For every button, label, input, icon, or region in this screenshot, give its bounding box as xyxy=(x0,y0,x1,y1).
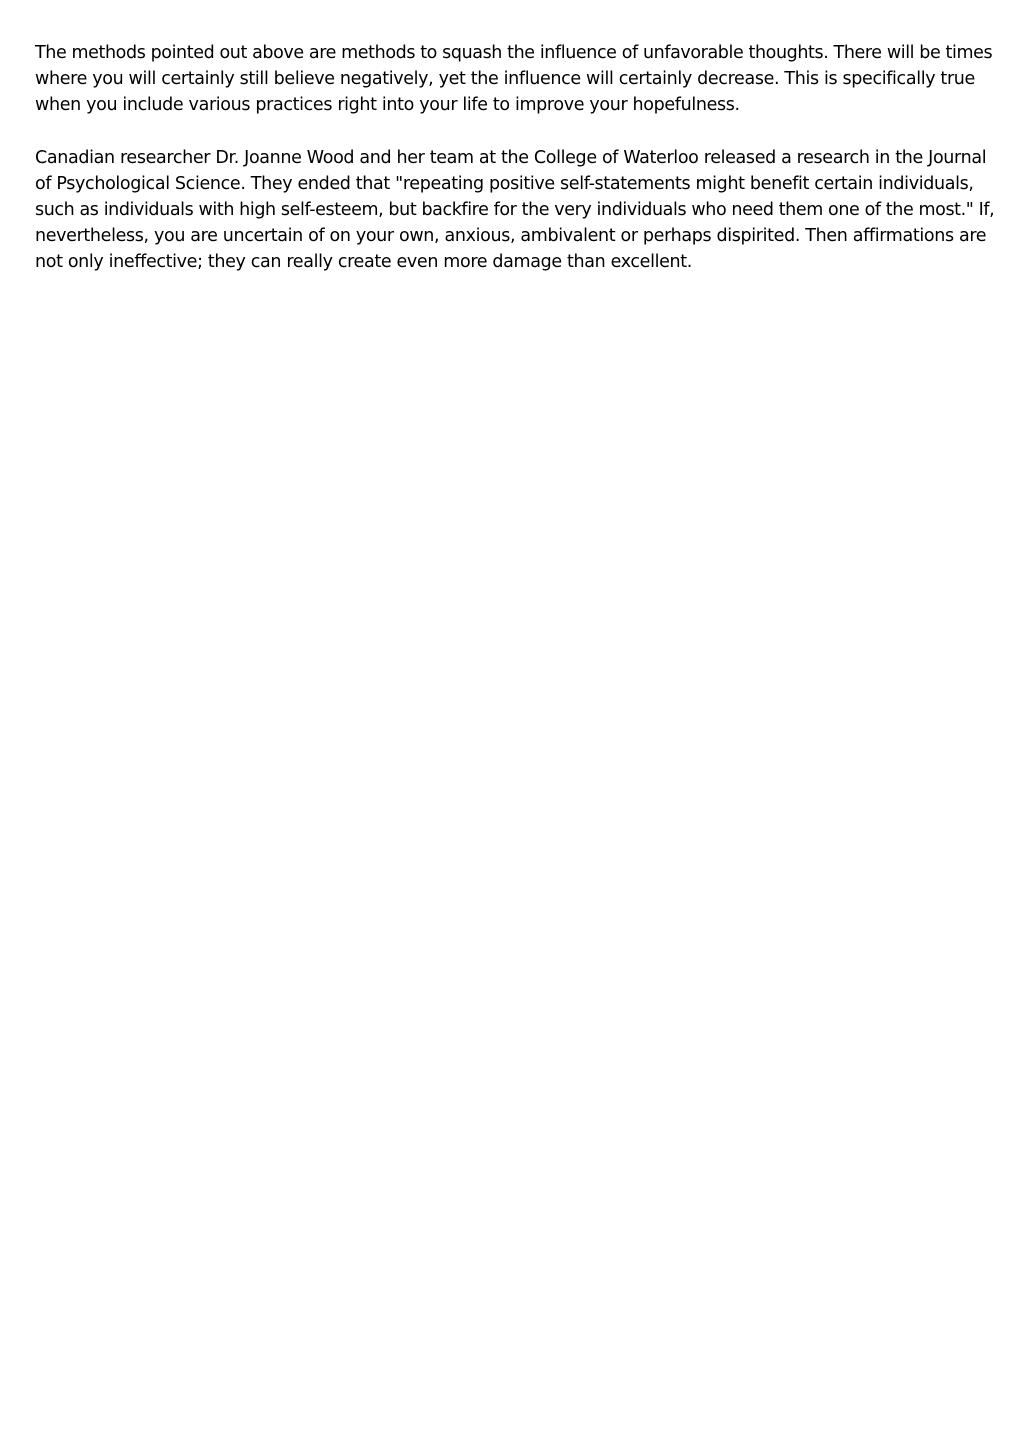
paragraph-line: such as individuals with high self-esteem, but backfire for the very individuals who need them one of the most." If, xyxy=(35,200,995,220)
paragraph-line: when you include various practices right into your life to improve your hopefulness. xyxy=(35,95,740,115)
paragraph-line: nevertheless, you are uncertain of on your own, anxious, ambivalent or perhaps dispirited. Then affirmations are xyxy=(35,226,987,246)
paragraph-1 xyxy=(35,40,995,118)
paragraph-line: not only ineffective; they can really create even more damage than excellent. xyxy=(35,252,692,272)
document-page xyxy=(35,40,995,302)
paragraph-line: Canadian researcher Dr. Joanne Wood and her team at the College of Waterloo released a research in the Journal xyxy=(35,148,987,168)
paragraph-line: where you will certainly still believe negatively, yet the influence will certainly decrease. This is specifically true xyxy=(35,69,975,89)
paragraph-line: The methods pointed out above are methods to squash the influence of unfavorable thoughts. There will be times xyxy=(35,43,993,63)
paragraph-2 xyxy=(35,145,995,275)
paragraph-line: of Psychological Science. They ended that "repeating positive self-statements might benefit certain individuals, xyxy=(35,174,974,194)
